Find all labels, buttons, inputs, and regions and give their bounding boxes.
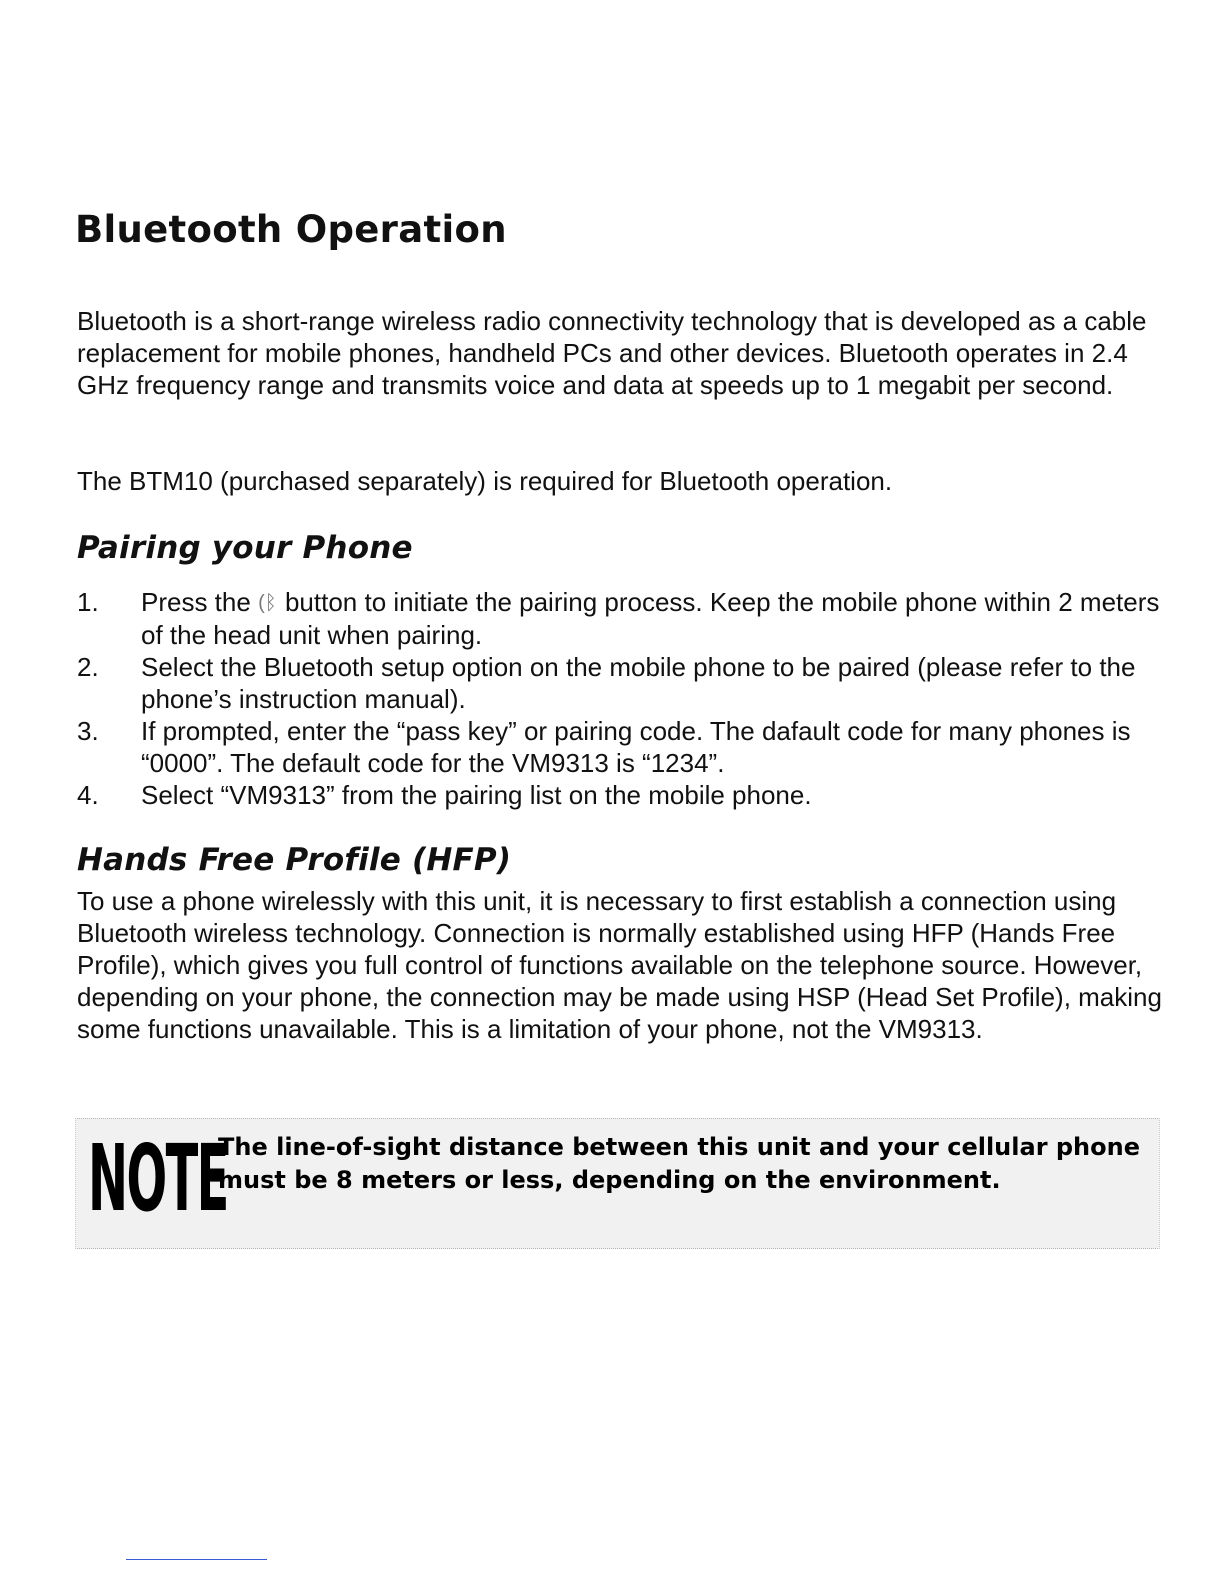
footer-divider — [126, 1559, 267, 1560]
pairing-steps-list — [77, 586, 1177, 811]
pairing-step — [77, 715, 1177, 779]
step-text-after-icon: button to initiate the pairing process. Keep the mobile phone within 2 meters of the head unit when pairing. — [141, 587, 1160, 650]
hfp-heading: Hands Free Profile (HFP) — [77, 842, 512, 878]
pairing-step — [77, 651, 1177, 715]
intro-paragraph: Bluetooth is a short-range wireless radio connectivity technology that is developed as a cable replacement for mobile phones, handheld PCs and other devices. Bluetooth operates in 2.4 GHz frequency range and transmits voice and data at speeds up to 1 megabit per second. — [77, 306, 1147, 400]
pairing-heading: Pairing your Phone — [77, 530, 413, 566]
pairing-step — [77, 586, 1177, 651]
note-logo: NOTE — [88, 1125, 228, 1232]
note-text: The line-of-sight distance between this unit and your cellular phone must be 8 meters or less, depending on the environment. — [218, 1133, 1140, 1194]
note-box — [75, 1118, 1160, 1249]
step-number: 1. — [77, 587, 99, 617]
step-number: 2. — [77, 652, 99, 682]
step-text: Select the Bluetooth setup option on the mobile phone to be paired (please refer to the phone’s instruction manual). — [141, 652, 1136, 714]
step-text: Select “VM9313” from the pairing list on the mobile phone. — [141, 780, 812, 810]
step-number: 4. — [77, 780, 99, 810]
step-text — [141, 586, 1177, 651]
hfp-paragraph: To use a phone wirelessly with this unit, it is necessary to first establish a connection using Bluetooth wireless technology. Connection is normally established using HFP (Hands Free Profile), which gives you full control of functions available on the telephone source. However, depending on your phone, the connection may be made using HSP (Head Set Profile), making some functions unavailable. This is a limitation of your phone, not the VM9313. — [77, 886, 1162, 1044]
step-text-before-icon: Press the — [141, 587, 259, 617]
btm10-requirement-text: The BTM10 (purchased separately) is required for Bluetooth operation. — [77, 466, 893, 496]
bluetooth-button-icon: (ᛒ — [258, 592, 277, 614]
page-title: Bluetooth Operation — [75, 208, 507, 251]
step-number: 3. — [77, 716, 99, 746]
step-text: If prompted, enter the “pass key” or pairing code. The dafault code for many phones is “0000”. The default code for the VM9313 is “1234”. — [141, 716, 1131, 778]
pairing-step — [77, 779, 1177, 811]
